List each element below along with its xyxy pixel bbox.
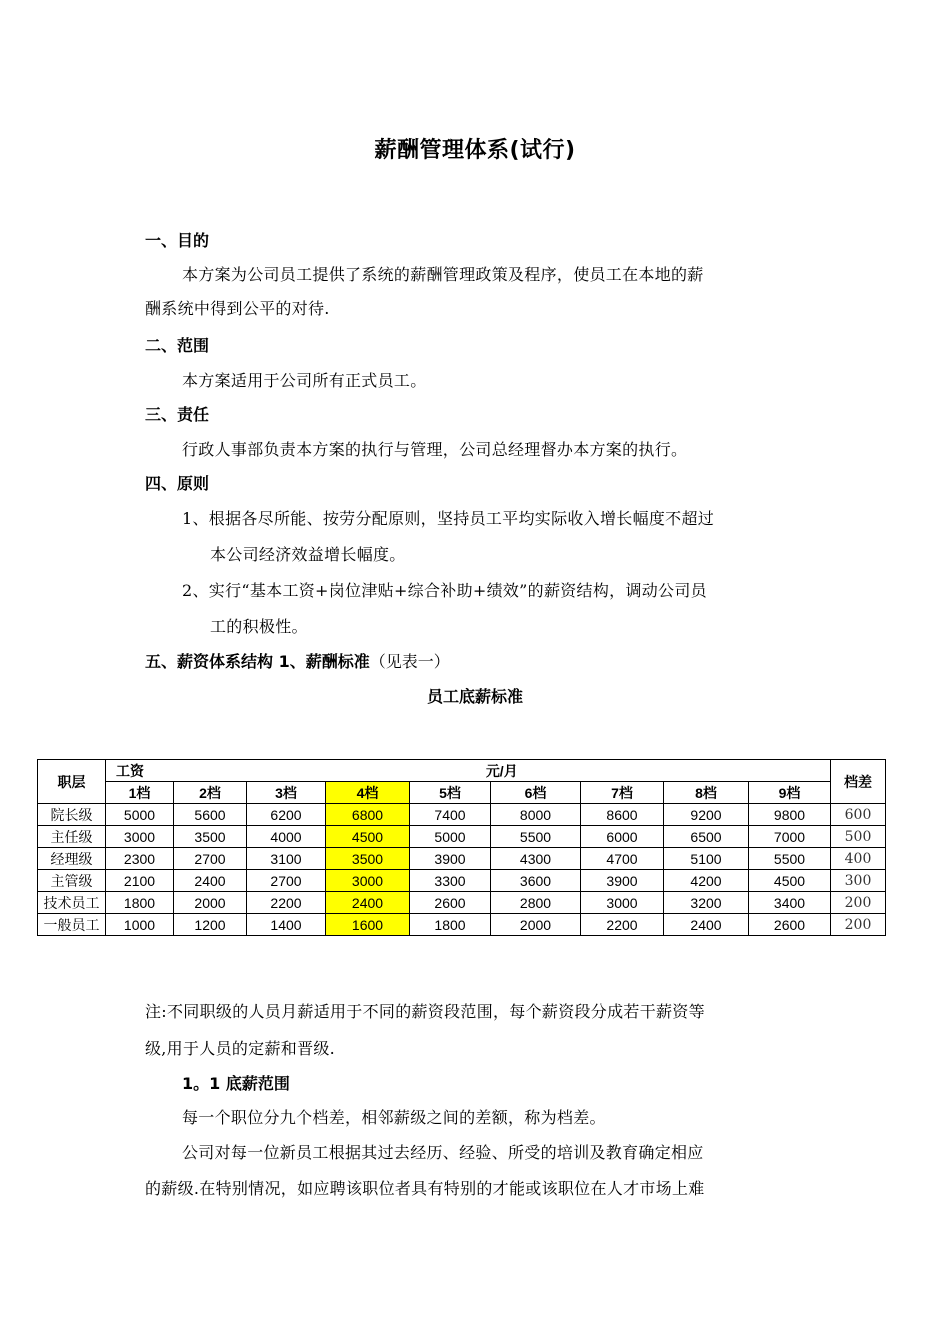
section-responsibility-heading: 三、责任 (145, 405, 210, 424)
salary-cell: 3000 (581, 892, 664, 914)
section-responsibility-body: 行政人事部负责本方案的执行与管理，公司总经理督办本方案的执行。 (182, 440, 688, 459)
salary-cell: 1800 (106, 892, 174, 914)
salary-cell: 4500 (749, 870, 831, 892)
salary-table (37, 759, 886, 936)
salary-cell: 9200 (664, 804, 749, 826)
salary-cell: 2400 (664, 914, 749, 936)
salary-cell: 3100 (247, 848, 326, 870)
salary-cell: 3500 (174, 826, 247, 848)
salary-cell: 2400 (174, 870, 247, 892)
table-row (38, 870, 886, 892)
salary-cell: 1400 (247, 914, 326, 936)
salary-cell: 5000 (106, 804, 174, 826)
salary-cell: 2800 (491, 892, 581, 914)
grade-diff-cell: 600 (831, 804, 886, 826)
salary-cell: 2600 (749, 914, 831, 936)
salary-cell: 8600 (581, 804, 664, 826)
salary-cell: 2600 (410, 892, 491, 914)
salary-cell: 5600 (174, 804, 247, 826)
salary-cell: 9800 (749, 804, 831, 826)
section-scope-heading: 二、范围 (145, 336, 210, 355)
principle-1-line2: 本公司经济效益增长幅度。 (210, 545, 406, 564)
grade-diff-cell: 400 (831, 848, 886, 870)
header-wage: 工资 (106, 760, 174, 782)
base-salary-range-para2-line1: 公司对每一位新员工根据其过去经历、经验、所受的培训及教育确定相应 (182, 1143, 704, 1162)
salary-cell: 2200 (247, 892, 326, 914)
table-row (38, 826, 886, 848)
grade-header-highlighted: 4档 (326, 782, 410, 804)
salary-cell-highlighted: 3000 (326, 870, 410, 892)
table-row (38, 848, 886, 870)
table-header-row-2 (38, 782, 886, 804)
salary-cell: 7000 (749, 826, 831, 848)
salary-cell: 5500 (749, 848, 831, 870)
section-scope-body: 本方案适用于公司所有正式员工。 (182, 371, 427, 390)
salary-cell: 6500 (664, 826, 749, 848)
base-salary-range-para1: 每一个职位分九个档差，相邻薪级之间的差额，称为档差。 (182, 1108, 606, 1127)
row-label: 主任级 (38, 826, 106, 848)
grade-header: 8档 (664, 782, 749, 804)
section-purpose-body-line2: 酬系统中得到公平的对待. (145, 299, 330, 318)
salary-cell: 4000 (247, 826, 326, 848)
salary-cell: 4200 (664, 870, 749, 892)
table-header-row-1 (38, 760, 886, 782)
salary-cell-highlighted: 6800 (326, 804, 410, 826)
grade-header: 6档 (491, 782, 581, 804)
salary-cell: 7400 (410, 804, 491, 826)
grade-diff-cell: 200 (831, 914, 886, 936)
header-unit: 元/月 (174, 760, 831, 782)
salary-cell: 3000 (106, 826, 174, 848)
grade-header: 3档 (247, 782, 326, 804)
salary-cell: 6200 (247, 804, 326, 826)
grade-header: 5档 (410, 782, 491, 804)
section-purpose-body-line1: 本方案为公司员工提供了系统的薪酬管理政策及程序，使员工在本地的薪 (182, 265, 704, 284)
salary-cell: 3900 (410, 848, 491, 870)
table-note-line1: 注:不同职级的人员月薪适用于不同的薪资段范围，每个薪资段分成若干薪资等 (145, 1002, 705, 1021)
salary-cell: 4700 (581, 848, 664, 870)
salary-cell-highlighted: 3500 (326, 848, 410, 870)
salary-cell-highlighted: 4500 (326, 826, 410, 848)
row-label: 技术员工 (38, 892, 106, 914)
row-label: 院长级 (38, 804, 106, 826)
salary-cell: 5100 (664, 848, 749, 870)
grade-diff-cell: 300 (831, 870, 886, 892)
salary-cell: 3200 (664, 892, 749, 914)
salary-cell: 2100 (106, 870, 174, 892)
base-salary-range-para2-line2: 的薪级.在特别情况，如应聘该职位者具有特别的才能或该职位在人才市场上难 (145, 1179, 705, 1198)
salary-cell: 2700 (247, 870, 326, 892)
salary-cell-highlighted: 2400 (326, 892, 410, 914)
salary-cell: 4300 (491, 848, 581, 870)
salary-cell: 2700 (174, 848, 247, 870)
base-salary-range-heading: 1。1 底薪范围 (182, 1074, 290, 1093)
table-row (38, 804, 886, 826)
row-label: 经理级 (38, 848, 106, 870)
salary-cell: 2000 (174, 892, 247, 914)
row-label: 主管级 (38, 870, 106, 892)
table-note-line2: 级,用于人员的定薪和晋级. (145, 1039, 336, 1058)
section-salary-structure-title: 五、薪资体系结构 1、薪酬标准 (145, 652, 370, 671)
grade-header: 7档 (581, 782, 664, 804)
section-salary-structure-heading (145, 649, 450, 672)
salary-cell: 3600 (491, 870, 581, 892)
salary-cell: 1000 (106, 914, 174, 936)
grade-header: 9档 (749, 782, 831, 804)
table-row (38, 914, 886, 936)
principle-2-line1: 2、实行“基本工资+岗位津贴+综合补助+绩效”的薪资结构，调动公司员 (182, 581, 707, 600)
section-principles-heading: 四、原则 (145, 474, 210, 493)
grade-diff-cell: 500 (831, 826, 886, 848)
salary-cell: 3300 (410, 870, 491, 892)
principle-1-line1: 1、根据各尽所能、按劳分配原则，坚持员工平均实际收入增长幅度不超过 (182, 509, 715, 528)
salary-cell: 5000 (410, 826, 491, 848)
salary-cell: 5500 (491, 826, 581, 848)
salary-cell: 3400 (749, 892, 831, 914)
salary-cell: 6000 (581, 826, 664, 848)
header-position: 职层 (38, 760, 106, 804)
salary-cell: 2300 (106, 848, 174, 870)
salary-cell: 1200 (174, 914, 247, 936)
salary-cell-highlighted: 1600 (326, 914, 410, 936)
salary-cell: 3900 (581, 870, 664, 892)
grade-header: 1档 (106, 782, 174, 804)
section-purpose-heading: 一、目的 (145, 231, 210, 250)
salary-cell: 2000 (491, 914, 581, 936)
grade-diff-cell: 200 (831, 892, 886, 914)
section-salary-structure-note: （见表一） (369, 652, 450, 671)
salary-cell: 8000 (491, 804, 581, 826)
grade-header: 2档 (174, 782, 247, 804)
header-grade-diff: 档差 (831, 760, 886, 804)
table-title: 员工底薪标准 (426, 687, 523, 706)
table-row (38, 892, 886, 914)
salary-cell: 1800 (410, 914, 491, 936)
salary-cell: 2200 (581, 914, 664, 936)
principle-2-line2: 工的积极性。 (210, 617, 308, 636)
document-title: 薪酬管理体系(试行) (374, 138, 576, 163)
row-label: 一般员工 (38, 914, 106, 936)
